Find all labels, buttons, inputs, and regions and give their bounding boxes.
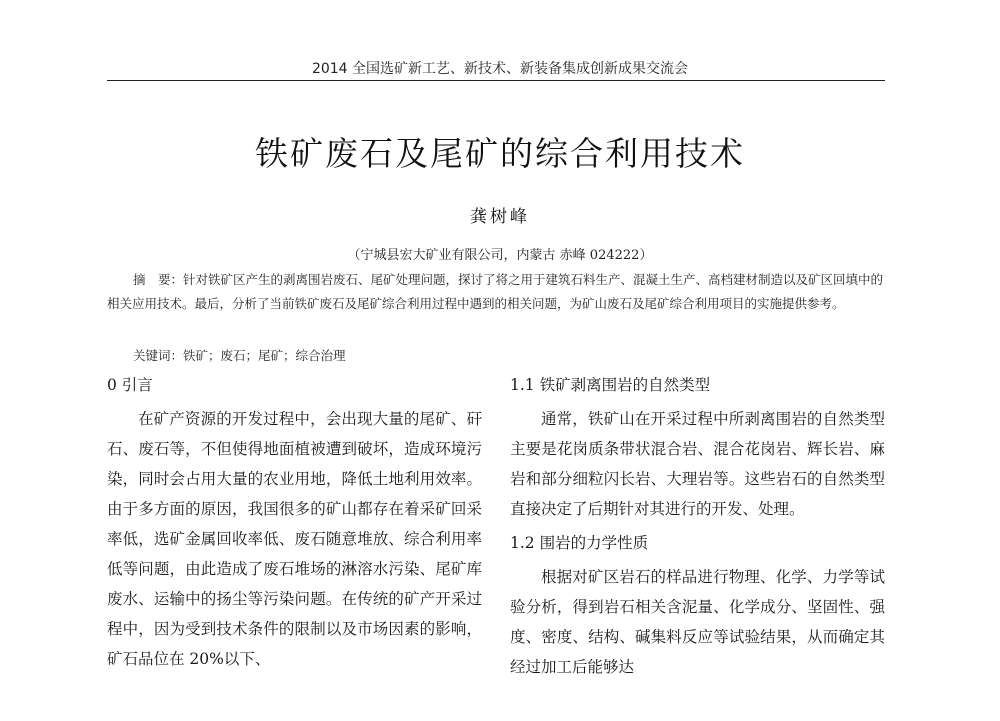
abstract-text: 针对铁矿区产生的剥离围岩废石、尾矿处理问题，探讨了将之用于建筑石料生产、混凝土生产、高档建材制造以及矿区回填中的相关应用技术。最后，分析了当前铁矿废石及尾矿综合利用过程中遇到的相关问题，为矿山废石及尾矿综合利用项目的实施提供参考。	[107, 272, 884, 311]
paper-title: 铁矿废石及尾矿的综合利用技术	[255, 134, 745, 173]
right-column	[510, 372, 885, 682]
section-1-2-paragraph: 根据对矿区岩石的样品进行物理、化学、力学等试验分析，得到岩石相关含泥量、化学成分、坚固性、强度、密度、结构、碱集料反应等试验结果，从而确定其经过加工后能够达	[510, 568, 885, 676]
keywords	[133, 346, 885, 366]
author-affiliation: （宁城县宏大矿业有限公司，内蒙古 赤峰 024222）	[347, 248, 653, 263]
author-name: 龚树峰	[470, 207, 530, 227]
section-heading-intro: 0 引言	[107, 376, 153, 394]
header-rule	[107, 80, 885, 81]
keywords-text: 铁矿；废石；尾矿；综合治理	[183, 348, 346, 363]
section-heading-1-1: 1.1 铁矿剥离围岩的自然类型	[510, 376, 711, 394]
intro-paragraph: 在矿产资源的开发过程中，会出现大量的尾矿、矸石、废石等，不但使得地面植被遭到破坏，造成环境污染，同时会占用大量的农业用地，降低土地利用效率。由于多方面的原因，我国很多的矿山都存在着采矿回采率低，选矿金属回收率低、废石随意堆放、综合利用率低等问题，由此造成了废石堆场的淋溶水污染、尾矿库废水、运输中的扬尘等污染问题。在传统的矿产开采过程中，因为受到技术条件的限制以及市场因素的影响，矿石品位在 20%以下、	[107, 410, 482, 668]
section-heading-1-2: 1.2 围岩的力学性质	[510, 534, 649, 552]
left-column	[107, 372, 482, 674]
conference-header: 2014 全国选矿新工艺、新技术、新装备集成创新成果交流会	[311, 61, 689, 77]
abstract-label: 摘 要：	[133, 272, 184, 287]
section-1-1-paragraph: 通常，铁矿山在开采过程中所剥离围岩的自然类型主要是花岗质条带状混合岩、混合花岗岩、辉长岩、麻岩和部分细粒闪长岩、大理岩等。这些岩石的自然类型直接决定了后期针对其进行的开发、处理。	[510, 410, 885, 518]
abstract	[107, 268, 885, 316]
keywords-label: 关键词：	[133, 348, 184, 363]
